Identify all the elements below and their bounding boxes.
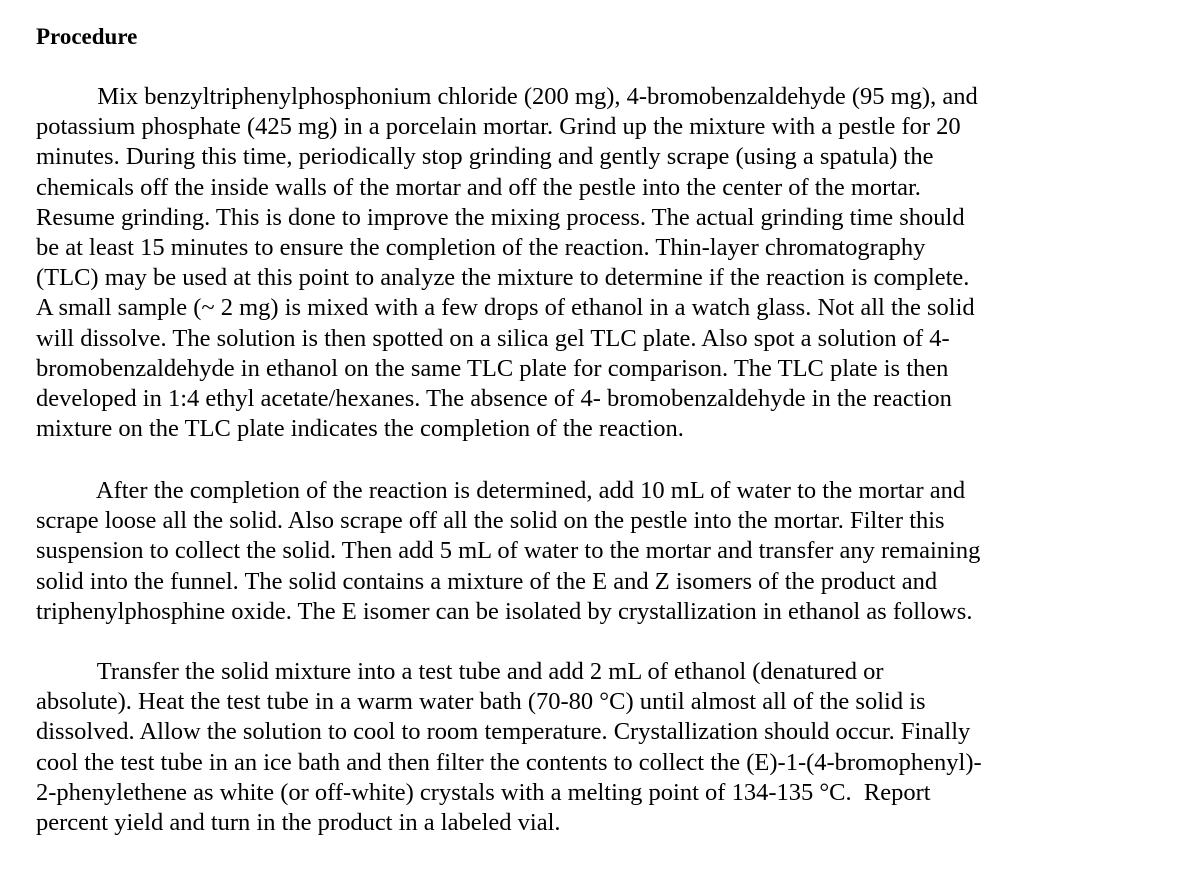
text-line: chemicals off the inside walls of the mortar and off the pestle into the center of the mortar. — [36, 173, 921, 201]
text-line: (TLC) may be used at this point to analyze the mixture to determine if the reaction is complete. — [36, 264, 970, 292]
text-line: triphenylphosphine oxide. The E isomer can be isolated by crystallization in ethanol as follows. — [36, 597, 973, 625]
text-line: bromobenzaldehyde in ethanol on the same TLC plate for comparison. The TLC plate is then — [36, 354, 949, 382]
text-line: Transfer the solid mixture into a test tube and add 2 mL of ethanol (denatured or — [36, 658, 884, 685]
text-line: Resume grinding. This is done to improve the mixing process. The actual grinding time should — [36, 203, 965, 231]
paragraph-filtration — [36, 476, 1076, 627]
text-line: be at least 15 minutes to ensure the completion of the reaction. Thin-layer chromatography — [36, 234, 926, 262]
paragraph-crystallization — [36, 657, 1076, 838]
text-line: absolute). Heat the test tube in a warm water bath (70-80 °C) until almost all of the solid is — [36, 688, 926, 716]
text-line: percent yield and turn in the product in a labeled vial. — [36, 809, 561, 837]
section-heading: Procedure — [36, 24, 138, 49]
text-line: scrape loose all the solid. Also scrape off all the solid on the pestle into the mortar. Filter this — [36, 507, 945, 535]
text-line: developed in 1:4 ethyl acetate/hexanes. The absence of 4- bromobenzaldehyde in the reaction — [36, 385, 952, 413]
text-line: dissolved. Allow the solution to cool to room temperature. Crystallization should occur. Finally — [36, 718, 971, 746]
text-line: potassium phosphate (425 mg) in a porcelain mortar. Grind up the mixture with a pestle for 20 — [36, 113, 961, 141]
text-line: solid into the funnel. The solid contains a mixture of the E and Z isomers of the product and — [36, 567, 938, 595]
text-line: After the completion of the reaction is determined, add 10 mL of water to the mortar and — [36, 477, 966, 504]
text-line: A small sample (~ 2 mg) is mixed with a few drops of ethanol in a watch glass. Not all the solid — [36, 294, 975, 322]
text-line: mixture on the TLC plate indicates the completion of the reaction. — [36, 415, 684, 443]
text-line: suspension to collect the solid. Then add 5 mL of water to the mortar and transfer any remaining — [36, 537, 981, 565]
text-line: 2-phenylethene as white (or off-white) crystals with a melting point of 134-135 °C. Report — [36, 778, 931, 806]
text-line: cool the test tube in an ice bath and then filter the contents to collect the (E)-1-(4-bromophenyl)- — [36, 748, 982, 776]
text-line: Mix benzyltriphenylphosphonium chloride (200 mg), 4-bromobenzaldehyde (95 mg), and — [36, 83, 978, 110]
text-line: minutes. During this time, periodically stop grinding and gently scrape (using a spatula) the — [36, 143, 934, 171]
paragraph-grinding-procedure — [36, 82, 1076, 444]
text-line: will dissolve. The solution is then spotted on a silica gel TLC plate. Also spot a solution of 4- — [36, 324, 950, 352]
